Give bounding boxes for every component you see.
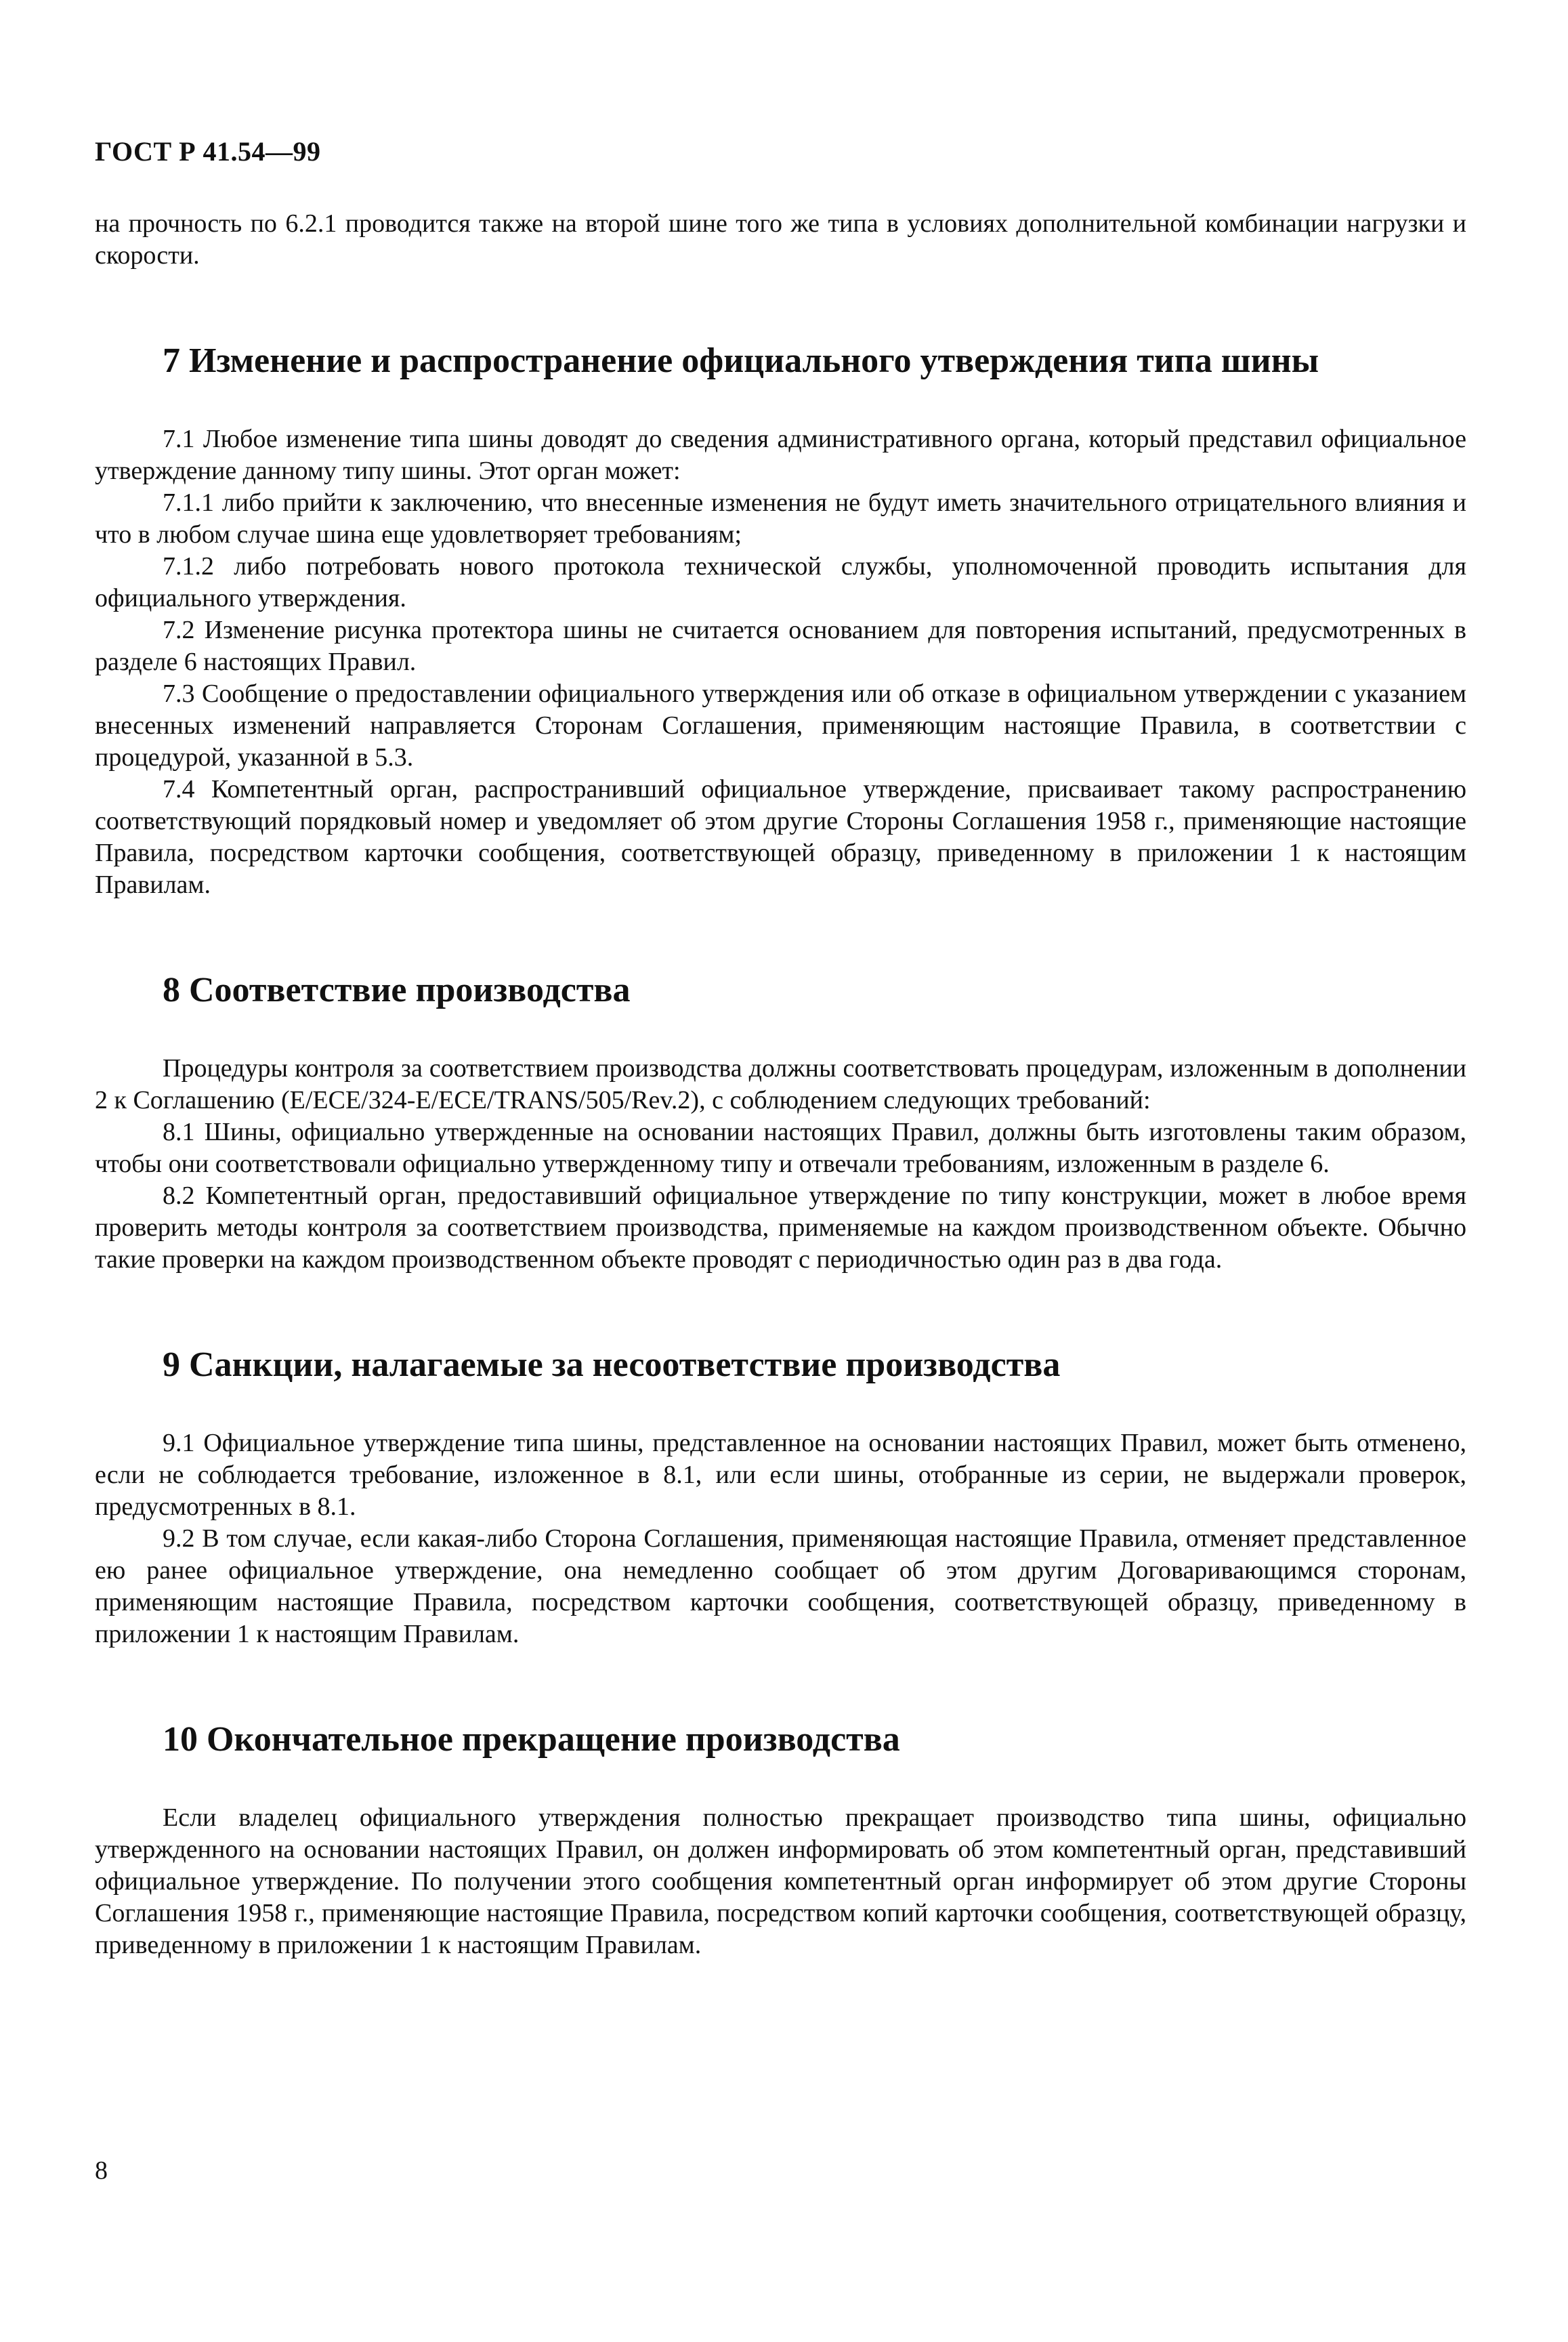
- paragraph-7-2: 7.2 Изменение рисунка протектора шины не считается основанием для повторения испытаний, предусмотренных в разделе 6 настоящих Правил.: [95, 616, 1466, 676]
- paragraph-9-1: 9.1 Официальное утверждение типа шины, представленное на основании настоящих Правил, может быть отменено, если не соблюдается требование, изложенное в 8.1, или если шины, отобранные из серии, не выдержали проверок, предусмотренных в 8.1.: [95, 1429, 1466, 1521]
- section-9-title: 9 Санкции, налагаемые за несоответствие производства: [163, 1345, 1061, 1384]
- paragraph-7-1-1: 7.1.1 либо прийти к заключению, что внесенные изменения не будут иметь значительного отрицательного влияния и что в любом случае шина еще удовлетворяет требованиям;: [95, 488, 1466, 549]
- section-10: [95, 1718, 1466, 1961]
- paragraph-7-4: 7.4 Компетентный орган, распространивший официальное утверждение, присваивает такому распространению соответствующий порядковый номер и уведомляет об этом другие Стороны Соглашения 1958 г., применяющие настоящие Правила, посредством карточки сообщения, соответствующей образцу, приведенному в приложении 1 к настоящим Правилам.: [95, 775, 1466, 899]
- paragraph-10: Если владелец официального утверждения полностью прекращает производство типа шины, официально утвержденного на основании настоящих Правил, он должен информировать об этом компетентный орган, представивший официальное утверждение. По получении этого сообщения компетентный орган информирует об этом другие Стороны Соглашения 1958 г., применяющие настоящие Правила, посредством копий карточки сообщения, соответствующей образцу, приведенному в приложении 1 к настоящим Правилам.: [95, 1803, 1466, 1959]
- paragraph-7-1-2: 7.1.2 либо потребовать нового протокола технической службы, уполномоченной проводить испытания для официального утверждения.: [95, 552, 1466, 612]
- paragraph-9-2: 9.2 В том случае, если какая-либо Сторона Соглашения, применяющая настоящие Правила, отменяет представленное ею ранее официальное утверждение, она немедленно сообщает об этом другим Договаривающимся сторонам, применяющим настоящие Правила, посредством карточки сообщения, соответствующей образцу, приведенному в приложении 1 к настоящим Правилам.: [95, 1524, 1466, 1648]
- paragraph-7-3: 7.3 Сообщение о предоставлении официального утверждения или об отказе в официальном утверждении с указанием внесенных изменений направляется Сторонам Соглашения, применяющим настоящие Правила, в соответствии с процедурой, указанной в 5.3.: [95, 679, 1466, 772]
- document-code: ГОСТ Р 41.54—99: [95, 136, 321, 167]
- paragraph-8-2: 8.2 Компетентный орган, предоставивший официальное утверждение по типу конструкции, может в любое время проверить методы контроля за соответствием производства, применяемые на каждом производственном объекте. Обычно такие проверки на каждом производственном объекте проводят с периодичностью один раз в два года.: [95, 1182, 1466, 1274]
- section-7-title: 7 Изменение и распространение официального утверждения типа шины: [163, 341, 1319, 380]
- section-7: [95, 339, 1466, 901]
- section-10-title: 10 Окончательное прекращение производства: [163, 1720, 900, 1759]
- page-number: 8: [95, 2156, 108, 2185]
- intro-paragraph: на прочность по 6.2.1 проводится также на второй шине того же типа в условиях дополнительной комбинации нагрузки и скорости.: [95, 209, 1466, 270]
- paragraph-8-intro: Процедуры контроля за соответствием производства должны соответствовать процедурам, изложенным в дополнении 2 к Соглашению (E/ECE/324-E/ECE/TRANS/505/Rev.2), с соблюдением следующих требований:: [95, 1054, 1466, 1114]
- section-8-title: 8 Соответствие производства: [163, 971, 631, 1009]
- section-8: [95, 969, 1466, 1276]
- section-9: [95, 1343, 1466, 1650]
- paragraph-7-1: 7.1 Любое изменение типа шины доводят до сведения административного органа, который представил официальное утверждение данному типу шины. Этот орган может:: [95, 425, 1466, 485]
- paragraph-8-1: 8.1 Шины, официально утвержденные на основании настоящих Правил, должны быть изготовлены таким образом, чтобы они соответствовали официально утвержденному типу и отвечали требованиям, изложенным в разделе 6.: [95, 1118, 1466, 1178]
